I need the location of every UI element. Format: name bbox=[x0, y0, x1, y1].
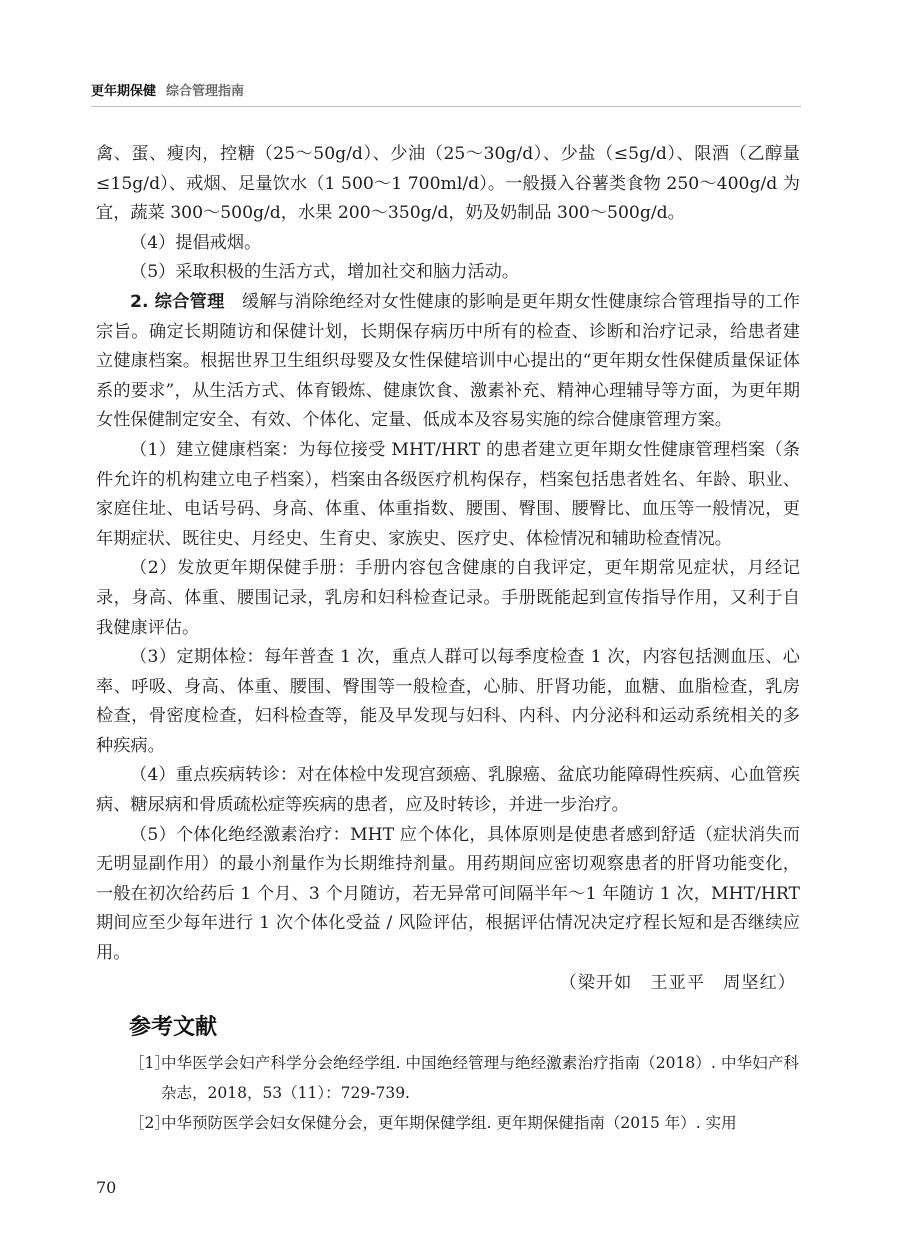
section-heading: 2. 综合管理 bbox=[130, 291, 225, 312]
reference-text: 中华医学会妇产科学分会绝经学组. 中国绝经管理与绝经激素治疗指南（2018）. 中华妇产科杂志，2018，53（11）：729-739. bbox=[161, 1054, 799, 1102]
references-title: 参考文献 bbox=[129, 1015, 218, 1040]
item-health-handbook: （2）发放更年期保健手册：手册内容包含健康的自我评定，更年期常见症状，月经记录，身高、体重、腰围记录，乳房和妇科检查记录。手册既能起到宣传指导作用，又利于自我健康评估。 bbox=[96, 558, 800, 638]
item-referral: （4）重点疾病转诊：对在体检中发现宫颈癌、乳腺癌、盆底功能障碍性疾病、心血管疾病、糖尿病和骨质疏松症等疾病的患者，应及时转诊，并进一步治疗。 bbox=[96, 765, 800, 816]
header-rule bbox=[91, 106, 801, 107]
references-list bbox=[129, 1048, 799, 1138]
paragraph-lifestyle: （5）采取积极的生活方式，增加社交和脑力活动。 bbox=[130, 262, 520, 283]
page-number: 70 bbox=[96, 1178, 117, 1197]
paragraph-comprehensive-management bbox=[96, 288, 800, 436]
reference-item bbox=[129, 1048, 799, 1108]
chapter-title: 综合管理指南 bbox=[166, 84, 245, 99]
item-regular-checkup: （3）定期体检：每年普查 1 次，重点人群可以每季度检查 1 次，内容包括测血压、心率、呼吸、身高、体重、腰围、臀围等一般检查，心肺、肝肾功能，血糖、血脂检查，乳房检查，骨密度检查，妇科检查等，能及早发现与妇科、内科、内分泌科和运动系统相关的多种疾病。 bbox=[96, 647, 800, 756]
reference-number: ［2］ bbox=[129, 1114, 170, 1132]
book-title: 更年期保健 bbox=[91, 84, 157, 99]
section-text: 缓解与消除绝经对女性健康的影响是更年期女性健康综合管理指导的工作宗旨。确定长期随访和保健计划，长期保存病历中所有的检查、诊断和治疗记录，给患者建立健康档案。根据世界卫生组织母婴及女性保健培训中心提出的“更年期女性保健质量保证体系的要求”，从生活方式、体育锻炼、健康饮食、激素补充、精神心理辅导等方面，为更年期女性保健制定安全、有效、个体化、定量、低成本及容易实施的综合健康管理方案。 bbox=[96, 291, 800, 431]
paragraph-diet: 禽、蛋、瘦肉，控糖（25～50g/d）、少油（25～30g/d）、少盐（≤5g/d）、限酒（乙醇量≤15g/d）、戒烟、足量饮水（1 500～1 700ml/d）。一般摄入谷薯类食物 250～400g/d 为宜，蔬菜 300～500g/d，水果 200～350g/d，奶及奶制品 300～500g/d。 bbox=[96, 144, 800, 224]
body-text bbox=[96, 140, 800, 998]
reference-number: ［1］ bbox=[129, 1054, 170, 1072]
authors: （梁开如 王亚平 周坚红） bbox=[559, 972, 796, 993]
reference-text: 中华预防医学会妇女保健分会，更年期保健学组. 更年期保健指南（2015 年）. 实用 bbox=[161, 1114, 737, 1132]
reference-item bbox=[129, 1108, 799, 1138]
paragraph-quit-smoking: （4）提倡戒烟。 bbox=[130, 232, 262, 253]
running-header bbox=[91, 80, 251, 102]
item-health-records: （1）建立健康档案：为每位接受 MHT/HRT 的患者建立更年期女性健康管理档案（条件允许的机构建立电子档案），档案由各级医疗机构保存，档案包括患者姓名、年龄、职业、家庭住址、电话号码、身高、体重、体重指数、腰围、臀围、腰臀比、血压等一般情况，更年期症状、既往史、月经史、生育史、家族史、医疗史、体检情况和辅助检查情况。 bbox=[96, 439, 800, 549]
item-hormone-therapy: （5）个体化绝经激素治疗：MHT 应个体化，具体原则是使患者感到舒适（症状消失而无明显副作用）的最小剂量作为长期维持剂量。用药期间应密切观察患者的肝肾功能变化，一般在初次给药后 1 个月、3 个月随访，若无异常可间隔半年～1 年随访 1 次，MHT/HRT 期间应至少每年进行 1 次个体化受益 / 风险评估，根据评估情况决定疗程长短和是否继续应用。 bbox=[96, 824, 800, 964]
